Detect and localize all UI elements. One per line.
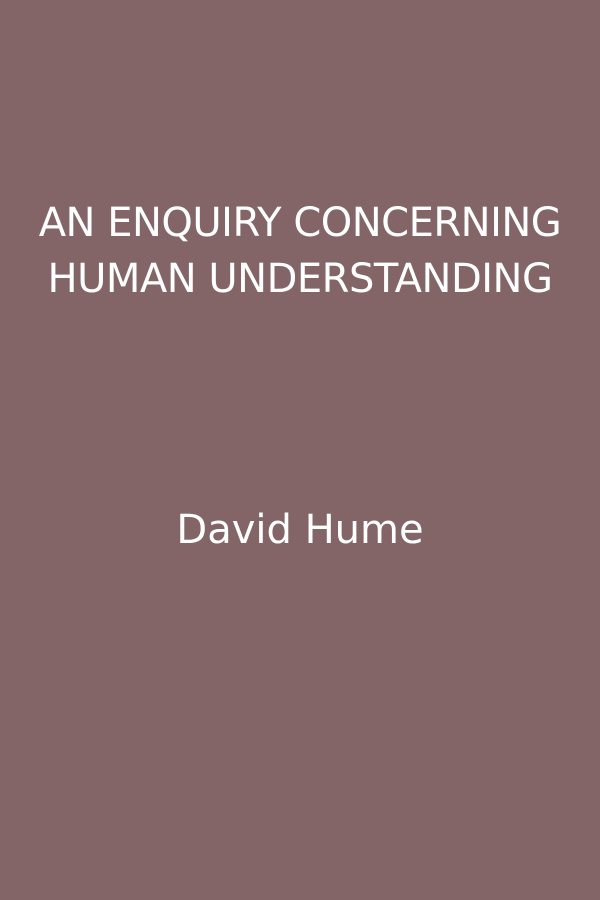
book-title-line-1: AN ENQUIRY CONCERNING (38, 200, 562, 246)
book-author: David Hume (176, 507, 424, 553)
book-title (0, 195, 600, 307)
book-title-line-2: HUMAN UNDERSTANDING (47, 256, 553, 302)
